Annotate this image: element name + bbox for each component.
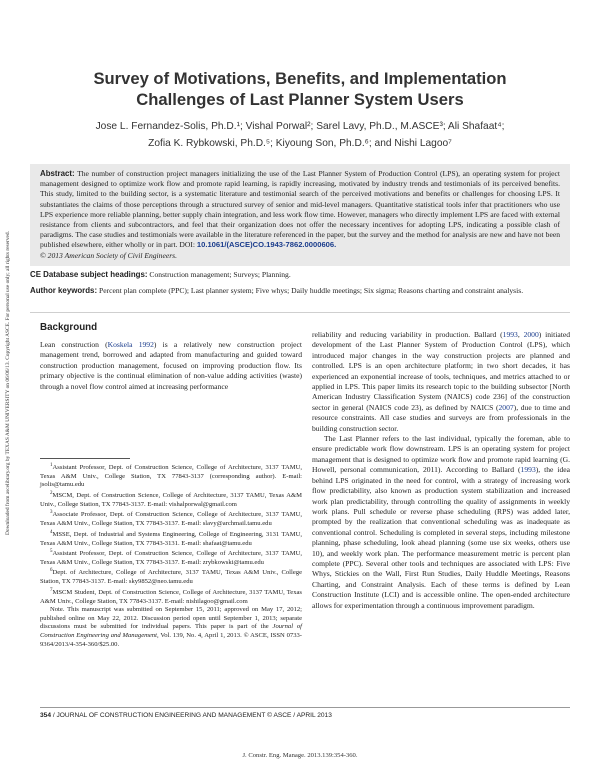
authors-line-1: Jose L. Fernandez-Solis, Ph.D.¹; Vishal Porwal²; Sarel Lavy, Ph.D., M.ASCE³; Ali Shafaat⁴;: [95, 121, 505, 132]
footnote: $^7$MSCM Student, Dept. of Construction Science, College of Architecture, 3137 TAMU, Texas A&M Univ., College Station, TX 77843-3137. E-mail: nishilagoo@gmail.com: [40, 587, 302, 605]
background-heading: Background: [40, 322, 98, 333]
page-footer-rule: [40, 707, 570, 708]
title-line-2: Challenges of Last Planner System Users: [136, 90, 464, 109]
page-number: 354: [40, 712, 52, 719]
left-column: [40, 340, 302, 392]
right-paragraph-1: reliability and reducing variability in production. Ballard (1993, 2000) initiated development of the Last Planner System of Production Control (LPS), which introduced major changes in the way construction projects are planned and controlled. LPS is an open architecture platform; in two short decades, it has experienced an exponential increase of tools, techniques, and metrics attached to or applied in LPS. This paper limits its research topic to the building subsector [North American Industry Classification System (NAICS) code 236] of the construction sector in general (NAICS code 23), as defined by NAICS (2007), due to time and resource constraints. All case studies and surveys are from professionals in the building construction sector.: [312, 330, 571, 433]
journal-footer: / JOURNAL OF CONSTRUCTION ENGINEERING AND MANAGEMENT © ASCE / APRIL 2013: [51, 712, 332, 719]
journal-name: Journal of Construction Engineering and Management: [40, 623, 302, 639]
footnote: $^3$Associate Professor, Dept. of Construction Science, College of Architecture, 3137 TAMU, Texas A&M Univ., College Station, TX 77843-3137. E-mail: slavy@archmail.tamu.edu: [40, 510, 302, 528]
author-keywords-label: Author keywords:: [30, 286, 98, 295]
abstract-box: [30, 164, 570, 266]
ref-ballard-2000-link[interactable]: 2000: [523, 330, 539, 339]
abstract-copyright: © 2013 American Society of Civil Engineers.: [40, 250, 178, 260]
footnote: $^4$MSSE, Dept. of Industrial and Systems Engineering, College of Engineering, 3131 TAMU, Texas A&M Univ., College Station, TX 77843-3131. E-mail: shafaat@tamu.edu: [40, 529, 302, 547]
ref-koskela-link[interactable]: Koskela 1992: [107, 340, 154, 349]
ref-ballard-1993b-link[interactable]: 1993: [520, 465, 536, 475]
section-divider: [30, 312, 570, 313]
abstract-label: Abstract:: [40, 169, 75, 178]
subject-headings: [30, 270, 570, 280]
footnote: $^6$Dept. of Architecture, College of Architecture, 3137 TAMU, Texas A&M Univ., College Station, TX 77843-3137. E-mail: sky9852@neo.tamu.edu: [40, 568, 302, 586]
ref-ballard-1993-link[interactable]: 1993: [502, 330, 518, 339]
background-paragraph: Lean construction (Koskela 1992) is a relatively new construction project management trend, borrowed and adapted from manufacturing and guided toward construction production management, focused on improving production flow. Its primary objective is the continual elimination of non-value adding activities (waste) through a novel flow control aimed at increasing performance: [40, 340, 302, 391]
footnote: $^5$Assistant Professor, Dept. of Construction Science, College of Architecture, 3137 TAMU, Texas A&M Univ., College Station, TX 77843-3137. E-mail: zrybkowski@tamu.edu: [40, 549, 302, 566]
authors-line-2: Zofia K. Rybkowski, Ph.D.⁵; Kiyoung Son, Ph.D.⁶; and Nishi Lagoo⁷: [148, 138, 452, 149]
footnote: $^1$Assistant Professor, Dept. of Construction Science, College of Architecture, 3137 TAMU, Texas A&M Univ., College Station, TX 77843-3137 (corresponding author). E-mail: jsolis@tamu.edu: [40, 463, 302, 489]
manuscript-note: Note. This manuscript was submitted on September 15, 2011; approved on May 17, 2012; published online on May 22, 2012. Discussion period open until September 1, 2013; separate discussions must be submitted for individual papers. This paper is part of the Journal of Construction Engineering and Management, Vol. 139, No. 4, April 1, 2013. © ASCE, ISSN 0733-9364/2013/4-354-360/$25.00.: [40, 606, 302, 648]
subject-headings-text: Construction management; Surveys; Planning.: [147, 270, 291, 279]
title-line-1: Survey of Motivations, Benefits, and Implementation: [93, 69, 507, 88]
paper-title: [40, 68, 560, 110]
footnotes: [40, 462, 302, 649]
subject-headings-label: CE Database subject headings:: [30, 270, 148, 279]
author-keywords-text: Percent plan complete (PPC); Last planner system; Five whys; Daily huddle meetings; Six sigma; Reasons charting and constraint analysis.: [97, 286, 524, 295]
right-paragraph-2: The Last Planner refers to the last individual, typically the foreman, able to ensure predictable work flow downstream. LPS is an operating system for project management that is designed to optimize work flow and promote rapid learning (G. Howell, personal communication, 2011). According to Ballard (1993), the idea behind LPS originated in the need for control, with a strategy of increasing work flow predictability, also known as production system stabilization and increased work plan predictability, through controlling the quality of assignments in weekly work plans. Pull schedule or reverse phase scheduling (RPS) was added later, prompted by the realization that conventional scheduling was as inadequate as conventional control. Scheduling is completed in several steps, including milestone planning, phase scheduling, look ahead planning (some use six weeks, others use 10), and weekly work plan. The performance measurement metric is percent plan complete (PPC). Several other tools and techniques are associated with LPS: Five Whys, Stickies on the Wall, First Run Studies, Daily Huddle Meetings, Reasons Charting, and Constraint Analysis. Each of these terms is defined by Lean Construction Institute (LCI) and is accessible online. The open-ended architecture allows for experimentation through a continuous improvement paradigm.: [312, 434, 570, 610]
footnote: $^2$MSCM, Dept. of Construction Science, College of Architecture, 3137 TAMU, Texas A&M Univ., College Station, TX 77843-3137. E-mail: vishalporwal@gmail.com: [40, 490, 302, 508]
author-keywords: [30, 286, 570, 296]
citation-line: J. Constr. Eng. Manage. 2013.139:354-360.: [242, 752, 358, 759]
right-column: [312, 330, 570, 611]
download-notice: Downloaded from ascelibrary.org by TEXAS A&M UNIVERSITY on 06/06/13. Copyright ASCE. For personal use only; all rights reserved.: [5, 231, 11, 535]
page-footer: [40, 712, 570, 719]
abstract-text: The number of construction project managers initializing the use of the Last Planner System of Production Control (LPS), an operating system for project management designed to optimize work flow and promote rapid learning, is rapidly increasing, motivated by industry trends and testimonials of its perceived benefits. This study, limited to the building sector, is a systematic literature and testimonial search of the perceived motivations and benefits or challenges for choosing LPS. It substantiates the claims of those perceptions through a structured survey of senior and mid-level managers. Quantitative statistical tools infer that practitioners who use LPS experience more reliable planning, better supply chain integration, and less work flow time. However, managers who directly implement LPS are faced with external resistance from clients and subcontractors, and feel that their organization does not offer the necessary incentives for adopting LPS, indicating a possible clash of paradigms. The case studies and testimonials were available in the literature referenced in the paper, but the survey and the method for analysis are new and have not been published elsewhere, either wholly or in part. DOI:: [40, 169, 560, 250]
author-list: [30, 118, 570, 152]
doi-link[interactable]: 10.1061/(ASCE)CO.1943-7862.0000606.: [196, 240, 337, 250]
footnote-rule: [40, 458, 130, 459]
ref-naics-2007-link[interactable]: 2007: [498, 402, 514, 412]
